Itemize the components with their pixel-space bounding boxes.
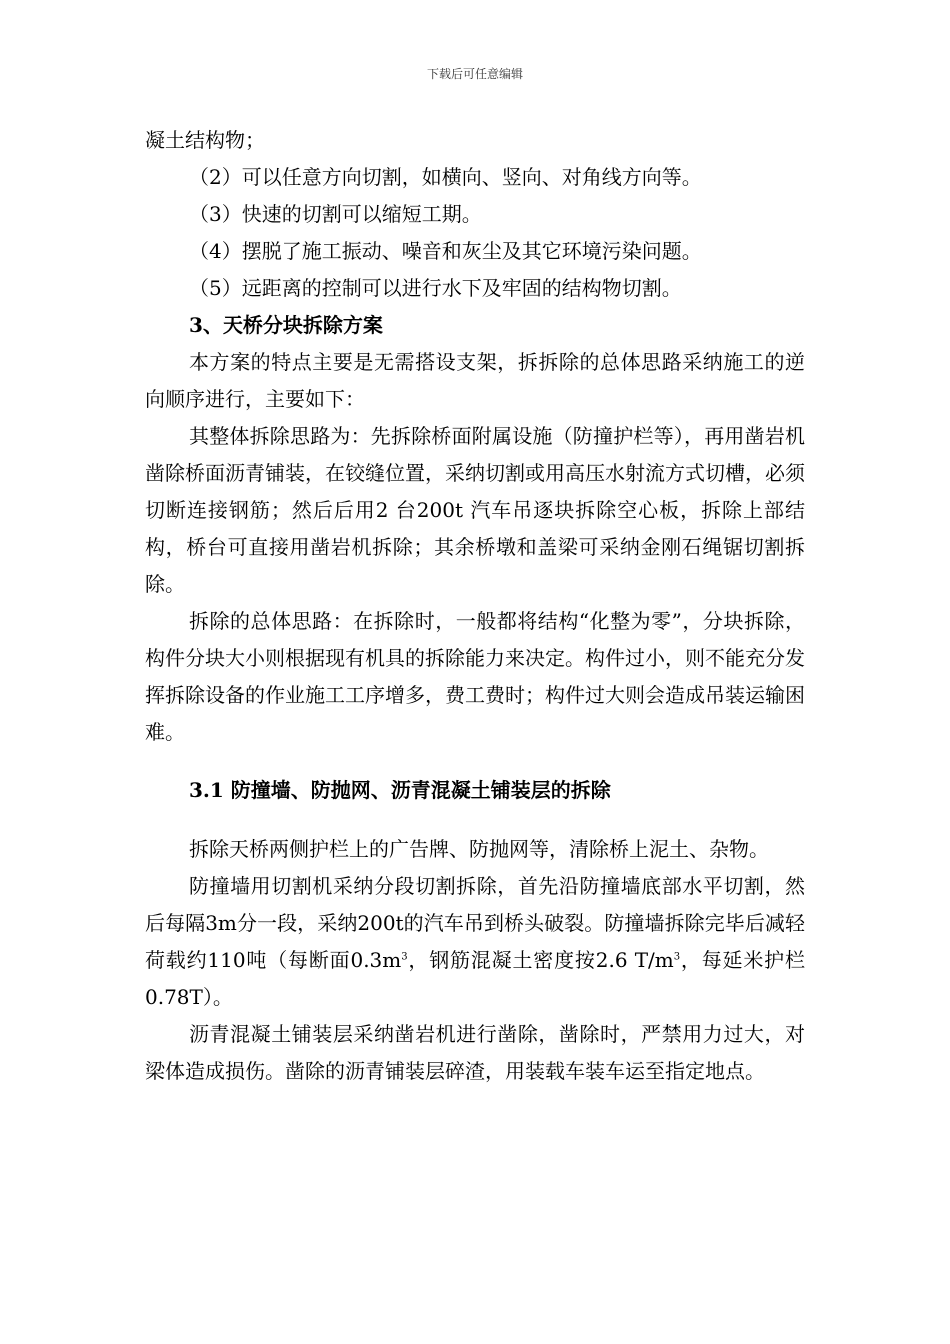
list-item-3: （3）快速的切割可以缩短工期。 <box>189 202 482 226</box>
paragraph-remove-billboards: 拆除天桥两侧护栏上的广告牌、防抛网等，清除桥上泥土、杂物。 <box>189 837 769 861</box>
superscript-cubic-2: 3 <box>673 951 681 963</box>
superscript-cubic-1: 3 <box>401 951 408 963</box>
document-body <box>145 122 805 1090</box>
crash-wall-text-a: 防撞墙用切割机采纳分段切割拆除，首先沿防撞墙底部水平切割，然后每隔3m分一段，采纳200t的汽车吊到桥头破裂。防撞墙拆除完毕后减轻荷载约110吨（每断面0.3m <box>145 874 805 972</box>
paragraph-overall-approach: 其整体拆除思路为：先拆除桥面附属设施（防撞护栏等），再用凿岩机凿除桥面沥青铺装，在铰缝位置，采纳切割或用高压水射流方式切槽，必须切断连接钢筋；然后后用2 台200t 汽车吊逐块拆除空心板，拆除上部结构，桥台可直接用凿岩机拆除；其余桥墩和盖梁可采纳金刚石绳锯切割拆除。 <box>145 424 805 596</box>
crash-wall-text-b: ，钢筋混凝土密度按2.6 T/m <box>407 948 674 972</box>
paragraph-asphalt-removal: 沥青混凝土铺装层采纳凿岩机进行凿除，凿除时，严禁用力过大，对梁体造成损伤。凿除的沥青铺装层碎渣，用装载车装车运至指定地点。 <box>145 1022 805 1083</box>
page-header-note: 下载后可任意编辑 <box>426 67 523 81</box>
section-heading-3-1: 3.1 防撞墙、防抛网、沥青混凝土铺装层的拆除 <box>189 778 611 802</box>
paragraph-continuation: 凝土结构物； <box>145 128 265 152</box>
paragraph-crash-wall-cutting <box>145 868 805 1016</box>
paragraph-general-idea: 拆除的总体思路：在拆除时，一般都将结构“化整为零”，分块拆除，构件分块大小则根据现有机具的拆除能力来决定。构件过小，则不能充分发挥拆除设备的作业施工工序增多，费工费时；构件过大则会造成吊装运输困难。 <box>145 609 805 744</box>
section-heading-3: 3、天桥分块拆除方案 <box>189 313 383 337</box>
list-item-5: （5）远距离的控制可以进行水下及牢固的结构物切割。 <box>189 276 682 300</box>
paragraph-scheme-features: 本方案的特点主要是无需搭设支架，拆拆除的总体思路采纳施工的逆向顺序进行，主要如下： <box>145 350 805 411</box>
list-item-2: （2）可以任意方向切割，如横向、竖向、对角线方向等。 <box>189 165 702 189</box>
list-item-4: （4）摆脱了施工振动、噪音和灰尘及其它环境污染问题。 <box>189 239 702 263</box>
crash-wall-text-c: ，每延米护栏0.78T）。 <box>145 948 805 1009</box>
